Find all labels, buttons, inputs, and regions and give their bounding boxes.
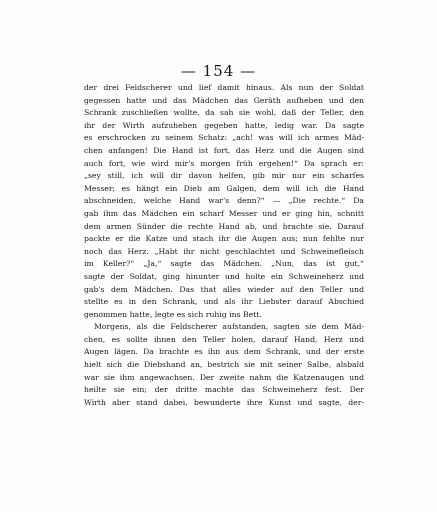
- text-line: war sie ihm angewachsen. Der zweite nahm die Katzenaugen und: [84, 372, 364, 382]
- text-line: chen, es sollte ihnen den Teller holen, darauf Hand, Herz und: [84, 334, 364, 344]
- body-text: [84, 82, 364, 409]
- text-line: Schrank zuschließen wollte, da sah sie wohl, daß der Teller, den: [84, 108, 364, 118]
- text-line: stellte es in den Schrank, und als ihr Liebster darauf Abschied: [84, 297, 364, 307]
- text-line: es erschrocken zu seinem Schatz: „ach! was will ich armes Mäd-: [84, 133, 364, 143]
- text-line-paragraph-end: genommen hatte, legte es sich ruhig ins Bett.: [84, 309, 262, 319]
- text-line: im Keller?“ „Ja,“ sagte das Mädchen. „Nun, das ist gut,“: [84, 259, 364, 269]
- text-line: auch fort, wie wird mir's morgen früh ergehen!“ Da sprach er:: [84, 158, 364, 168]
- text-line: chen anfangen! Die Hand ist fort, das Herz und die Augen sind: [84, 145, 364, 155]
- text-line: Wirth aber stand dabei, bewunderte ihre Kunst und sagte, der-: [84, 397, 364, 407]
- text-line: Augen lägen. Da brachte es ihn aus dem Schrank, und der erste: [84, 347, 364, 357]
- text-line: Messer; es hängt ein Dieb am Galgen, dem will ich die Hand: [84, 183, 364, 193]
- text-line: noch das Herz. „Habt ihr nicht geschlachtet und Schweinefleisch: [84, 246, 364, 256]
- page-number: — 154 —: [180, 62, 257, 80]
- text-line: heilte sie ein; der dritte machte das Schweineherz fest. Der: [84, 385, 364, 395]
- text-line: gab's dem Mädchen. Das that alles wieder auf den Teller und: [84, 284, 364, 294]
- text-line: hielt sich die Diebshand an, bestrich sie mit seiner Salbe, alsbald: [84, 360, 364, 370]
- text-line: „sey still, ich will dir davon helfen, gib mir nur ein scharfes: [84, 171, 364, 181]
- text-line: sagte der Soldat, ging hinunter und holte ein Schweineherz und: [84, 271, 364, 281]
- text-line: gegessen hatte und das Mädchen das Geräth aufheben und den: [84, 95, 364, 105]
- text-line: der drei Feldscherer und lief damit hinaus. Als nun der Soldat: [84, 83, 364, 92]
- text-line-paragraph-start: Morgens, als die Feldscherer aufstanden, sagten sie dem Mäd-: [94, 322, 364, 332]
- text-line: abschneiden, welche Hand war's denn?“ — „Die rechte.“ Da: [84, 196, 364, 206]
- text-line: gab ihm das Mädchen ein scharf Messer und er ging hin, schnitt: [84, 208, 364, 218]
- text-line: ihr der Wirth aufzuheben gegeben hatte, ledig war. Da sagte: [84, 120, 364, 130]
- text-line: dem armen Sünder die rechte Hand ab, und brachte sie. Darauf: [84, 221, 364, 231]
- text-line: packte er die Katze und stach ihr die Augen aus; nun fehlte nur: [84, 234, 364, 244]
